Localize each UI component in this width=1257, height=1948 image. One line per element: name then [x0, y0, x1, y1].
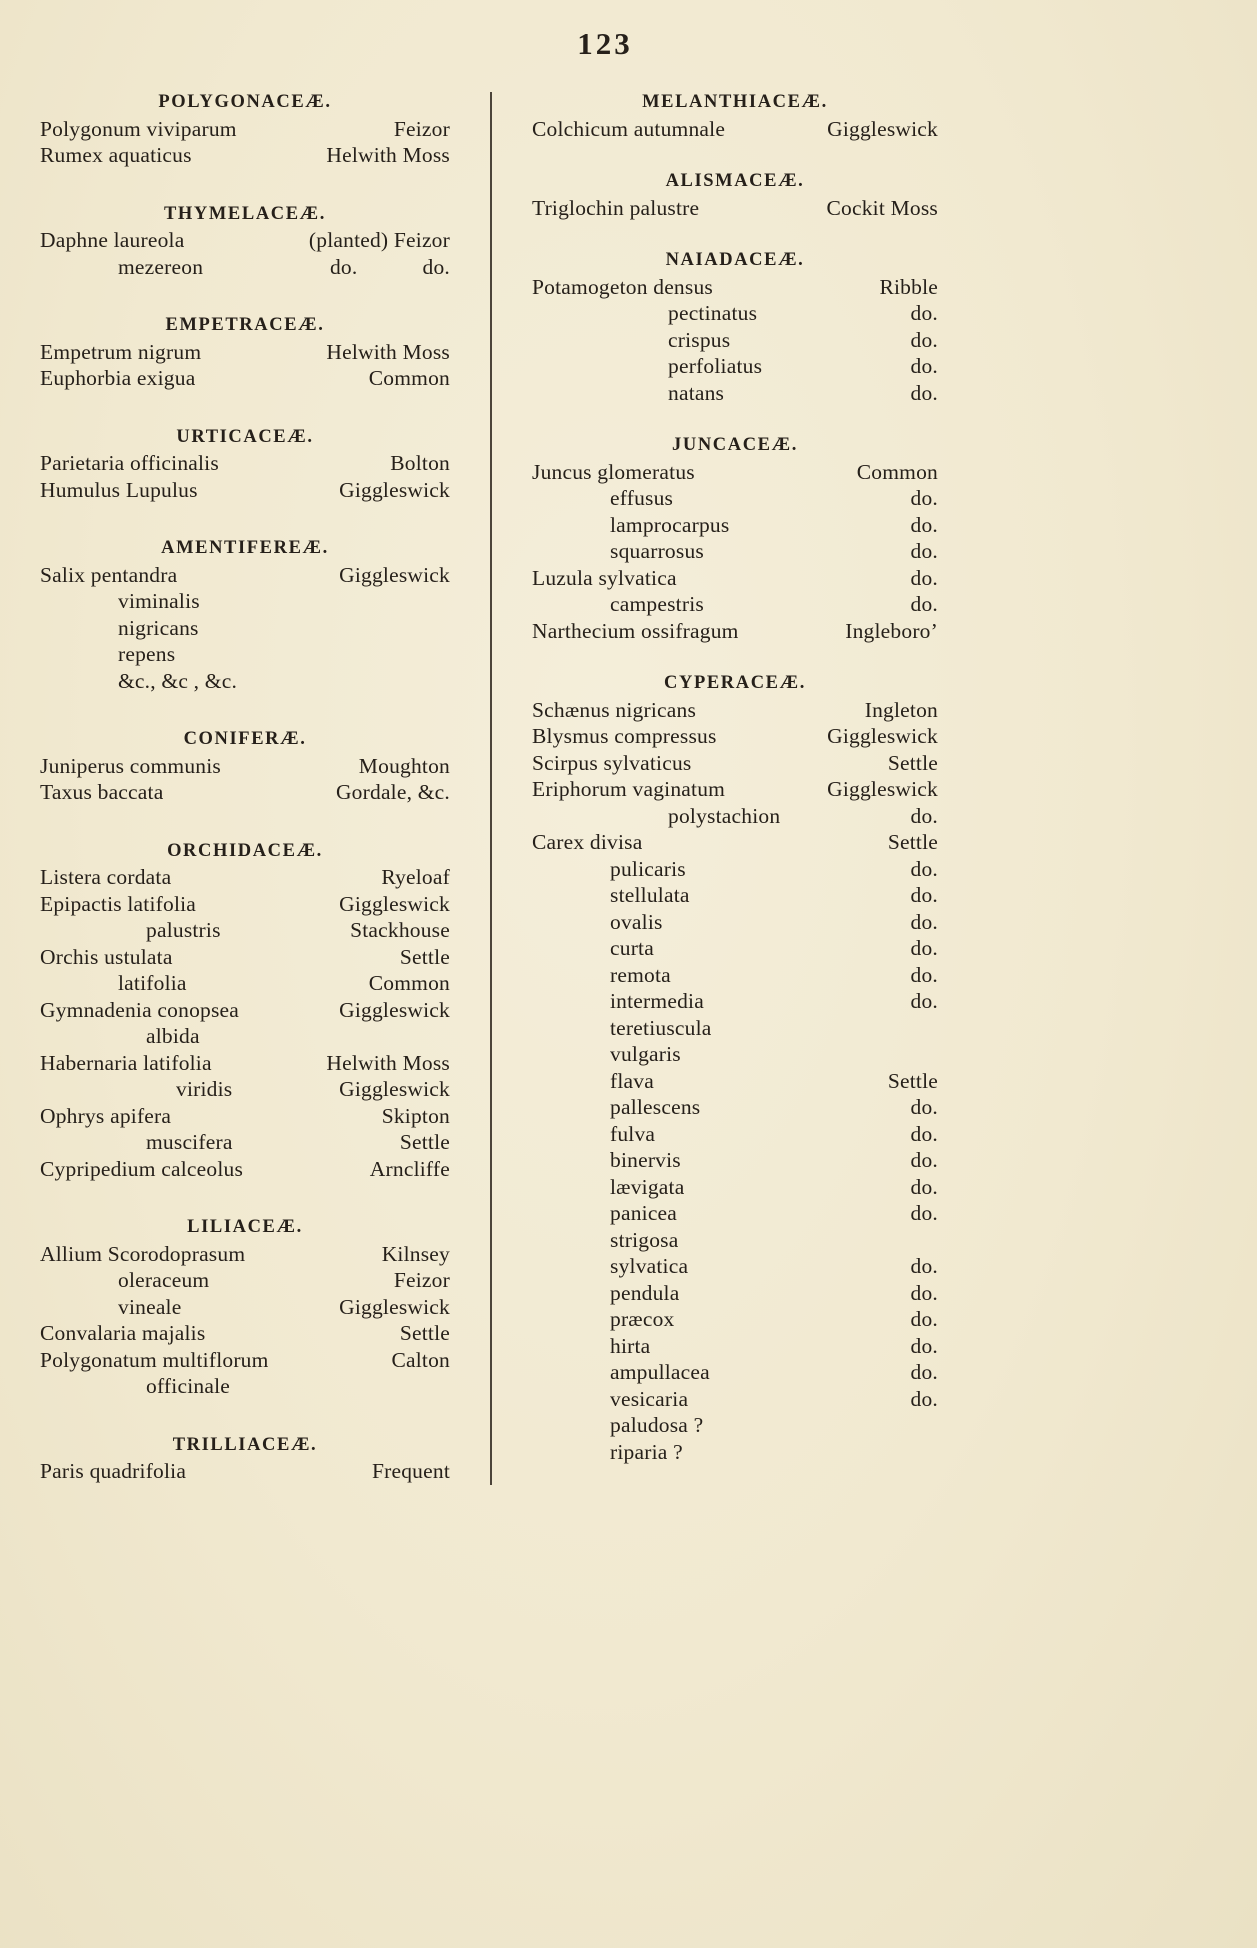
species-name: Potamogeton densus — [532, 274, 713, 299]
species-name: Polygonatum multiflorum — [40, 1347, 269, 1372]
species-entry — [532, 1147, 938, 1174]
column-left — [40, 88, 450, 1485]
species-entry — [40, 615, 450, 642]
location-name: do. — [910, 1201, 938, 1225]
species-entry — [532, 353, 938, 380]
species-name: pectinatus — [668, 301, 758, 325]
section-heading: CYPERACEÆ. — [664, 673, 806, 693]
species-name: teretiuscula — [610, 1015, 712, 1040]
location-name: Cockit Moss — [826, 195, 938, 220]
location-name: do. — [910, 1307, 938, 1331]
location-name: Ingleboro’ — [845, 618, 938, 643]
species-entry — [40, 1103, 450, 1130]
species-name: binervis — [610, 1148, 681, 1172]
species-name: natans — [668, 380, 725, 405]
location-name: do. — [910, 1095, 938, 1119]
species-name: ampullacea — [610, 1360, 710, 1384]
section-heading: MELANTHIACEÆ. — [642, 92, 828, 112]
species-name: stellulata — [610, 883, 690, 907]
location-name: do. — [910, 1333, 938, 1358]
species-name: viminalis — [118, 589, 200, 613]
species-name: &c., &c , &c. — [118, 668, 238, 693]
location-name: do. — [910, 856, 938, 881]
location-name: do. — [910, 565, 938, 590]
species-entry — [532, 750, 938, 777]
location-name: do. — [910, 803, 938, 828]
location-name: Feizor — [393, 116, 450, 141]
species-entry — [532, 803, 938, 830]
species-entry — [40, 1129, 450, 1156]
species-name: Eriphorum vaginatum — [532, 777, 726, 801]
species-name: panicea — [610, 1201, 678, 1225]
section-heading: THYMELACEÆ. — [163, 203, 326, 224]
species-name: Blysmus compressus — [532, 724, 717, 748]
location-name: Giggleswick — [339, 1294, 450, 1319]
species-entry — [532, 591, 938, 618]
section-heading: JUNCACEÆ. — [672, 435, 798, 455]
section-heading: AMENTIFEREÆ. — [161, 538, 329, 558]
location-name: Giggleswick — [339, 997, 450, 1022]
species-name: Epipactis latifolia — [40, 891, 197, 916]
species-name: Daphne laureola — [40, 228, 185, 252]
location-name: Giggleswick — [827, 724, 938, 748]
location-name: Feizor — [393, 1268, 450, 1292]
section — [40, 534, 450, 694]
species-name: latifolia — [118, 971, 187, 995]
species-entry — [40, 477, 450, 504]
location-name: Ribble — [879, 274, 938, 299]
species-entry — [532, 195, 938, 222]
species-entry — [40, 997, 450, 1024]
species-entry — [40, 365, 450, 392]
location-name: Settle — [399, 944, 450, 969]
species-entry — [40, 917, 450, 944]
species-entry — [40, 116, 450, 143]
species-name: Polygonum viviparum — [40, 116, 237, 141]
location-name: do. — [910, 380, 938, 405]
species-entry — [532, 1253, 938, 1280]
species-name: nigricans — [118, 615, 199, 640]
species-entry — [40, 227, 450, 254]
species-name: crispus — [668, 327, 731, 352]
species-name: Empetrum nigrum — [40, 339, 202, 364]
species-entry — [532, 1068, 938, 1095]
species-name: Humulus Lupulus — [40, 477, 198, 502]
species-entry — [532, 1439, 938, 1466]
location-name: do. — [910, 327, 938, 352]
location-name: Helwith Moss — [326, 339, 450, 364]
species-entry — [532, 1094, 938, 1121]
species-name: Narthecium ossifragum — [532, 618, 739, 643]
species-name: Scirpus sylvaticus — [532, 750, 692, 775]
species-entry — [532, 274, 938, 301]
species-name: fulva — [610, 1121, 656, 1146]
species-name: Taxus baccata — [40, 780, 164, 804]
species-entry — [532, 618, 938, 645]
species-name: vineale — [118, 1294, 182, 1319]
species-entry — [40, 254, 450, 281]
species-entry — [532, 380, 938, 407]
species-entry — [532, 1041, 938, 1068]
species-entry — [532, 300, 938, 327]
location-name: Skipton — [381, 1103, 450, 1128]
section-heading: LILIACEÆ. — [187, 1217, 303, 1237]
column-divider — [490, 92, 492, 1485]
species-entry — [532, 935, 938, 962]
location-name: Kilnsey — [381, 1241, 450, 1266]
species-name: squarrosus — [610, 539, 704, 563]
species-entry — [40, 970, 450, 997]
species-entry — [532, 1015, 938, 1042]
location-name: do. — [910, 1174, 938, 1199]
location-name: do. — [910, 936, 938, 960]
species-entry — [532, 1200, 938, 1227]
species-entry — [532, 1280, 938, 1307]
section-heading: URTICACEÆ. — [176, 426, 314, 447]
species-name: oleraceum — [118, 1268, 210, 1292]
location-name: Gordale, &c. — [335, 780, 450, 804]
species-name: vulgaris — [610, 1042, 681, 1066]
species-entry — [532, 1227, 938, 1254]
species-entry — [40, 1050, 450, 1077]
location-name: Bolton — [390, 451, 450, 475]
species-entry — [532, 1386, 938, 1413]
location-name: do. — [910, 909, 938, 934]
species-entry — [40, 864, 450, 891]
species-entry — [40, 450, 450, 477]
section-heading: EMPETRACEÆ. — [165, 315, 325, 335]
section-heading: POLYGONACEÆ. — [158, 92, 332, 112]
species-name: Rumex aquaticus — [40, 143, 192, 167]
species-entry — [40, 1267, 450, 1294]
species-entry — [532, 1359, 938, 1386]
species-name: Colchicum autumnale — [532, 116, 726, 141]
section — [532, 669, 938, 1465]
location-name: Settle — [399, 1130, 450, 1154]
section — [532, 167, 938, 221]
species-entry — [40, 1458, 450, 1485]
section-heading: TRILLIACEÆ. — [172, 1434, 318, 1455]
species-name: officinale — [146, 1374, 230, 1398]
species-entry — [532, 882, 938, 909]
species-entry — [40, 891, 450, 918]
location-name: Ingleton — [864, 697, 938, 722]
section — [40, 837, 450, 1183]
location-name: Ryeloaf — [381, 865, 450, 889]
location-name: Giggleswick — [339, 1077, 450, 1101]
species-name: Schænus nigricans — [532, 697, 697, 722]
species-entry — [532, 565, 938, 592]
species-name: mezereon — [118, 254, 204, 279]
section — [40, 725, 450, 806]
species-entry — [40, 588, 450, 615]
species-name: Carex divisa — [532, 830, 643, 854]
section — [40, 311, 450, 392]
species-name: Parietaria officinalis — [40, 451, 219, 475]
species-name: vesicaria — [610, 1386, 689, 1411]
species-entry — [532, 909, 938, 936]
section — [532, 246, 938, 406]
species-name: pendula — [610, 1280, 680, 1305]
species-entry — [40, 1156, 450, 1183]
species-entry — [40, 1241, 450, 1268]
columns — [40, 88, 938, 1485]
species-name: Ophrys apifera — [40, 1103, 172, 1128]
species-entry — [532, 538, 938, 565]
species-name: Listera cordata — [40, 865, 172, 889]
species-entry — [532, 856, 938, 883]
species-name: lamprocarpus — [610, 512, 730, 537]
species-name: Euphorbia exigua — [40, 366, 196, 390]
species-name: palustris — [146, 918, 221, 942]
species-entry — [532, 697, 938, 724]
location-name: do. — [910, 883, 938, 907]
species-name: Paris quadrifolia — [40, 1459, 187, 1483]
location-name: Frequent — [371, 1459, 450, 1483]
location-name: Helwith Moss — [326, 1050, 450, 1075]
species-entry — [40, 1320, 450, 1347]
location-name: Calton — [391, 1347, 450, 1372]
species-entry — [40, 641, 450, 668]
species-entry — [532, 776, 938, 803]
section-heading: NAIADACEÆ. — [665, 250, 805, 270]
species-entry — [532, 723, 938, 750]
species-entry — [40, 1373, 450, 1400]
species-name: Triglochin palustre — [532, 195, 700, 220]
location-name: Giggleswick — [339, 562, 450, 587]
species-entry — [40, 753, 450, 780]
species-entry — [40, 668, 450, 695]
species-entry — [40, 1023, 450, 1050]
species-entry — [40, 944, 450, 971]
location-name: do. — [910, 354, 938, 378]
location-name: Giggleswick — [827, 777, 938, 801]
location-name: do. — [910, 1280, 938, 1305]
species-name: Cypripedium calceolus — [40, 1156, 244, 1181]
species-name: riparia ? — [610, 1439, 683, 1464]
location-name: do. — [910, 962, 938, 987]
location-name: (planted) Feizor — [308, 228, 450, 252]
species-entry — [532, 327, 938, 354]
location-name: do. — [910, 512, 938, 537]
section — [532, 88, 938, 142]
species-name: effusus — [610, 486, 674, 510]
section — [40, 1431, 450, 1485]
species-entry — [40, 142, 450, 169]
location-name: do. — [910, 1254, 938, 1278]
section — [532, 431, 938, 644]
species-name: Allium Scorodoprasum — [40, 1241, 246, 1266]
species-entry — [532, 1333, 938, 1360]
location-name: do. — [910, 592, 938, 616]
section-heading: ORCHIDACEÆ. — [167, 840, 323, 861]
species-name: pulicaris — [610, 856, 686, 881]
species-name: lævigata — [610, 1174, 685, 1199]
species-name: perfoliatus — [668, 354, 763, 378]
species-entry — [532, 1121, 938, 1148]
location-name: Moughton — [358, 753, 450, 778]
location-name: Giggleswick — [827, 116, 938, 141]
species-name: sylvatica — [610, 1254, 689, 1278]
species-entry — [532, 962, 938, 989]
page-number: 123 — [577, 26, 633, 61]
species-name: viridis — [176, 1077, 233, 1101]
location-name: Giggleswick — [339, 477, 450, 502]
section — [40, 423, 450, 504]
species-entry — [40, 779, 450, 806]
location-name: do. — [910, 486, 938, 510]
location-name: Common — [368, 366, 450, 390]
species-entry — [532, 485, 938, 512]
species-entry — [532, 1306, 938, 1333]
species-name: albida — [146, 1024, 200, 1048]
species-name: Gymnadenia conopsea — [40, 997, 240, 1022]
species-entry — [40, 1347, 450, 1374]
species-name: remota — [610, 962, 671, 987]
species-entry — [532, 512, 938, 539]
species-name: præcox — [610, 1307, 675, 1331]
species-name: Juncus glomeratus — [532, 459, 695, 484]
location-name: Arncliffe — [369, 1156, 450, 1181]
species-name: strigosa — [610, 1227, 679, 1252]
species-entry — [532, 988, 938, 1015]
species-name: Luzula sylvatica — [532, 565, 677, 590]
location-name: Settle — [887, 830, 938, 854]
species-name: Habernaria latifolia — [40, 1050, 212, 1075]
species-name: Orchis ustulata — [40, 944, 173, 969]
species-name: Juniperus communis — [40, 753, 221, 778]
species-name: flava — [610, 1068, 654, 1093]
species-name: hirta — [610, 1333, 651, 1358]
location-name: Common — [368, 971, 450, 995]
location-name: do. do. — [329, 254, 450, 279]
species-entry — [40, 1076, 450, 1103]
section — [40, 200, 450, 281]
species-name: polystachion — [668, 803, 781, 828]
species-entry — [40, 339, 450, 366]
location-name: do. — [910, 1360, 938, 1384]
location-name: do. — [910, 301, 938, 325]
location-name: Common — [856, 459, 938, 484]
location-name: Settle — [887, 750, 938, 775]
species-name: ovalis — [610, 909, 663, 934]
species-name: muscifera — [146, 1130, 233, 1154]
column-right — [532, 88, 938, 1465]
location-name: Helwith Moss — [326, 143, 450, 167]
section — [40, 88, 450, 169]
location-name: Giggleswick — [339, 891, 450, 916]
section-heading: ALISMACEÆ. — [665, 171, 805, 191]
location-name: Stackhouse — [350, 918, 450, 942]
species-entry — [532, 1412, 938, 1439]
species-name: repens — [118, 642, 176, 666]
location-name: do. — [910, 1386, 938, 1411]
location-name: do. — [910, 1148, 938, 1172]
species-name: campestris — [610, 592, 704, 616]
species-name: Salix pentandra — [40, 562, 178, 587]
species-entry — [40, 1294, 450, 1321]
species-name: Convalaria majalis — [40, 1321, 206, 1345]
section-heading: CONIFERÆ. — [183, 729, 307, 749]
species-name: intermedia — [610, 989, 704, 1013]
species-entry — [532, 459, 938, 486]
species-entry — [40, 562, 450, 589]
species-name: curta — [610, 936, 654, 960]
species-entry — [532, 1174, 938, 1201]
location-name: do. — [910, 539, 938, 563]
location-name: Settle — [887, 1068, 938, 1093]
species-name: pallescens — [610, 1095, 701, 1119]
species-entry — [532, 829, 938, 856]
section — [40, 1213, 450, 1400]
location-name: do. — [910, 1121, 938, 1146]
location-name: Settle — [399, 1321, 450, 1345]
species-entry — [532, 116, 938, 143]
location-name: do. — [910, 989, 938, 1013]
species-name: paludosa ? — [610, 1413, 704, 1437]
